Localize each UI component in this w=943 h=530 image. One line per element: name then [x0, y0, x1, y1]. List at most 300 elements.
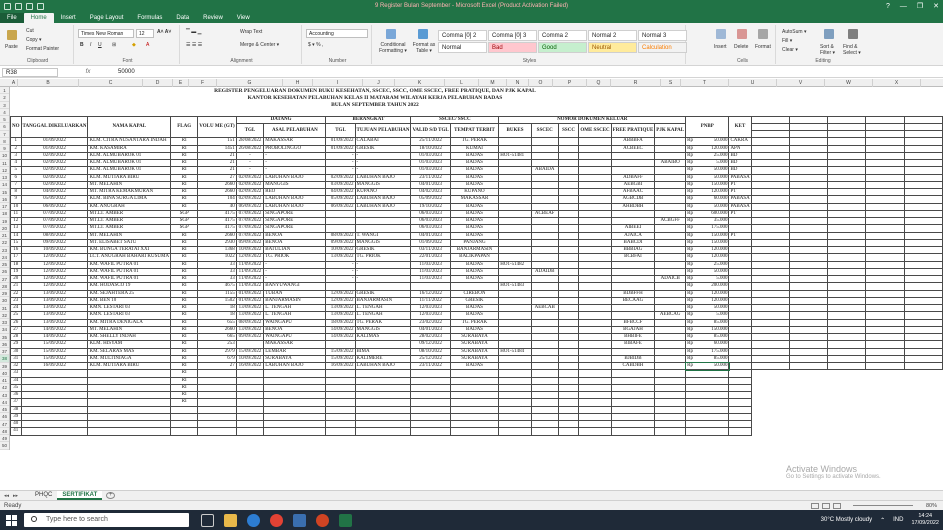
cell[interactable] [531, 377, 558, 384]
cell[interactable]: RI [171, 355, 198, 362]
cell[interactable] [686, 247, 729, 254]
cell[interactable]: WAINGAPU [264, 334, 326, 341]
sheet-title[interactable]: BULAN SEPTEMBER TAHUN 2022 [331, 102, 419, 109]
cell[interactable]: - [236, 160, 264, 167]
cell[interactable]: - [264, 268, 326, 275]
cell[interactable] [789, 254, 827, 261]
cell[interactable] [828, 210, 866, 217]
cell[interactable] [558, 232, 579, 239]
cell[interactable] [531, 399, 558, 406]
cell[interactable] [655, 355, 686, 362]
cell[interactable]: PT [729, 210, 751, 217]
cell[interactable] [866, 261, 904, 268]
cell[interactable]: 29 [11, 341, 22, 348]
cell[interactable]: 06/03/2023 [411, 225, 450, 232]
cell[interactable]: 16/09/2022 [326, 363, 355, 370]
cell[interactable] [904, 225, 942, 232]
cell[interactable] [531, 392, 558, 399]
cell[interactable] [21, 109, 88, 116]
cell[interactable] [655, 225, 686, 232]
cell[interactable] [326, 413, 355, 420]
cell[interactable] [686, 312, 729, 319]
cell[interactable] [866, 283, 904, 290]
cell[interactable]: RI [171, 370, 198, 377]
cell[interactable] [558, 247, 579, 254]
cell[interactable]: 665 [198, 334, 236, 341]
fx-icon[interactable]: fx [85, 69, 91, 75]
cell[interactable] [558, 210, 579, 217]
cell[interactable] [579, 268, 611, 275]
cell[interactable] [236, 421, 264, 428]
cell[interactable] [828, 413, 866, 420]
clock[interactable] [911, 513, 939, 527]
cell[interactable] [904, 319, 942, 326]
cell[interactable]: 10/09/2022 [236, 355, 264, 362]
cell[interactable]: 10 [11, 203, 22, 210]
cell[interactable]: PABASA [730, 203, 750, 209]
cell[interactable] [828, 341, 866, 348]
cell[interactable] [828, 305, 866, 312]
cell[interactable] [531, 254, 558, 261]
cell[interactable]: - [326, 261, 355, 268]
cell[interactable] [729, 326, 751, 333]
cell[interactable] [904, 421, 942, 428]
cell[interactable] [355, 341, 411, 348]
cell[interactable]: 15/09/2022 [236, 348, 264, 355]
cell[interactable]: MAKASSAR [450, 196, 499, 203]
cell[interactable]: RI [171, 334, 198, 341]
cell[interactable]: - [326, 276, 355, 283]
cell[interactable]: LABUHAN BAJO [264, 363, 326, 370]
cell[interactable] [751, 109, 789, 116]
cell[interactable]: 02/09/2022 [326, 174, 355, 181]
cell[interactable] [558, 203, 579, 210]
cell[interactable] [579, 341, 611, 348]
row-header[interactable]: 17 [1, 204, 7, 209]
cell[interactable] [686, 232, 729, 239]
cell[interactable]: 679 [198, 355, 236, 362]
cell[interactable] [729, 94, 751, 101]
cell[interactable] [11, 102, 22, 109]
cell[interactable] [789, 116, 827, 123]
cell[interactable] [326, 283, 355, 290]
cell[interactable]: 1 [11, 138, 22, 145]
cell[interactable] [828, 109, 866, 116]
font-name-select[interactable]: Times New Roman [78, 29, 134, 38]
cell[interactable]: 33 [198, 276, 236, 283]
cell[interactable] [789, 87, 827, 94]
style-calculation[interactable]: Calculation [638, 42, 687, 53]
zoom-slider[interactable] [853, 505, 913, 506]
cell[interactable]: - [264, 160, 326, 167]
cell[interactable]: TG. PERAK [450, 138, 499, 145]
cell[interactable] [828, 189, 866, 196]
cell[interactable] [499, 181, 531, 188]
cell[interactable]: 13/09/2022 [21, 312, 88, 319]
cell[interactable]: 24 [11, 305, 22, 312]
cell[interactable] [579, 377, 611, 384]
header-sscec-sscc[interactable]: SSCEC/ SSCC [411, 116, 499, 123]
cell[interactable] [355, 109, 411, 116]
cell[interactable] [828, 399, 866, 406]
cell[interactable] [904, 196, 942, 203]
cell[interactable] [355, 421, 411, 428]
cell[interactable] [828, 363, 866, 370]
cell[interactable] [866, 268, 904, 275]
cell[interactable] [789, 138, 827, 145]
cell[interactable] [531, 174, 558, 181]
cell[interactable]: 12/09/2022 [236, 254, 264, 261]
cell[interactable]: MAKASSAR [264, 341, 326, 348]
cell[interactable] [751, 413, 789, 420]
cell[interactable]: 01/09/2022 [411, 239, 450, 246]
row-header[interactable]: 37 [1, 349, 7, 354]
row-header[interactable]: 20 [1, 225, 7, 231]
cell[interactable] [904, 348, 942, 355]
cell[interactable] [789, 268, 827, 275]
cell[interactable] [558, 370, 579, 377]
tab-review[interactable]: Review [203, 15, 223, 21]
cell[interactable] [729, 239, 751, 246]
cell[interactable]: HO1-51484 [499, 348, 531, 355]
cell[interactable]: RI [171, 377, 198, 384]
align-left-icon[interactable]: ☰ ☰ ☰ [186, 42, 203, 48]
column-header[interactable]: J [363, 79, 395, 87]
cell[interactable]: RI [171, 160, 198, 167]
cell[interactable] [236, 406, 264, 413]
cell[interactable] [655, 406, 686, 413]
sheet-tab-phqc[interactable]: PHQC [35, 492, 53, 498]
cell[interactable] [866, 312, 904, 319]
cell[interactable] [531, 247, 558, 254]
cell[interactable] [655, 174, 686, 181]
cell[interactable] [866, 428, 904, 435]
cell[interactable] [751, 203, 789, 210]
cell[interactable] [729, 341, 751, 348]
cell[interactable] [686, 174, 729, 181]
cell[interactable]: GRESIK [450, 297, 499, 304]
cell[interactable] [828, 326, 866, 333]
cell[interactable] [904, 268, 942, 275]
cell[interactable] [789, 152, 827, 159]
cell[interactable] [904, 341, 942, 348]
cell[interactable]: AGBCDB [611, 196, 655, 203]
header-tempat[interactable]: TEMPAT TERBIT [450, 123, 499, 138]
cell[interactable] [866, 326, 904, 333]
cell[interactable] [828, 138, 866, 145]
cell[interactable] [198, 377, 236, 384]
edge-icon[interactable] [247, 514, 260, 527]
cell[interactable] [326, 399, 355, 406]
cell[interactable] [611, 399, 655, 406]
cell[interactable]: SGP [171, 210, 198, 217]
cell[interactable] [686, 290, 729, 297]
cell[interactable]: 13/09/2022 [236, 326, 264, 333]
cell[interactable] [198, 399, 236, 406]
cell[interactable]: 01/09/2022 [326, 145, 355, 152]
row-header[interactable]: 5 [0, 116, 9, 123]
cell[interactable] [579, 370, 611, 377]
cell[interactable] [558, 399, 579, 406]
cell[interactable]: 08/09/2022 [326, 232, 355, 239]
cell[interactable] [751, 428, 789, 435]
cell[interactable] [789, 232, 827, 239]
cell[interactable] [499, 305, 531, 312]
cell[interactable]: CIREBON [450, 290, 499, 297]
cell[interactable] [686, 399, 729, 406]
cell[interactable] [729, 413, 751, 420]
cell[interactable]: KUPANO [450, 189, 499, 196]
sort-filter-button[interactable]: Sort & Filter ▾ [820, 44, 836, 56]
cell[interactable]: 11/09/2022 [236, 283, 264, 290]
cell[interactable] [611, 160, 655, 167]
cell[interactable] [326, 341, 355, 348]
cell[interactable]: RI [171, 392, 198, 399]
cell[interactable]: 13/09/2022 [326, 312, 355, 319]
cell[interactable]: BADAS [450, 203, 499, 210]
cell[interactable]: - [355, 261, 411, 268]
cell[interactable] [904, 283, 942, 290]
cell[interactable] [236, 392, 264, 399]
grow-font-button[interactable]: A˄ A˅ [157, 29, 172, 35]
cell[interactable]: MT.LT. AMBER [88, 218, 171, 225]
cell[interactable] [729, 399, 751, 406]
cell[interactable]: BADAS [450, 232, 499, 239]
cell[interactable] [686, 254, 729, 261]
cell[interactable]: RI [171, 268, 198, 275]
cell[interactable] [411, 384, 450, 391]
cell[interactable] [655, 377, 686, 384]
cell[interactable]: KLM. ALMUBAROK 01 [88, 167, 171, 174]
cell[interactable]: ACBEAF [531, 210, 558, 217]
cell[interactable]: 104 [198, 196, 236, 203]
cell[interactable] [751, 232, 789, 239]
header-pnbp[interactable]: PNBP [686, 116, 729, 138]
cell[interactable]: RI [171, 261, 198, 268]
cell[interactable]: BENOA [264, 232, 326, 239]
cell[interactable] [355, 218, 411, 225]
cell[interactable]: 06/03/2023 [411, 218, 450, 225]
style-bad[interactable]: Bad [488, 42, 537, 53]
cell[interactable]: MT. MELAHIN [88, 326, 171, 333]
cell[interactable] [558, 334, 579, 341]
cell[interactable] [579, 312, 611, 319]
cell[interactable]: 01/03/2023 [411, 152, 450, 159]
row-header[interactable]: 19 [1, 218, 7, 224]
cell[interactable]: 04/01/2023 [411, 326, 450, 333]
cell[interactable] [828, 239, 866, 246]
cell[interactable]: - [326, 268, 355, 275]
row-header[interactable]: 9 [0, 145, 9, 152]
row-header[interactable]: 41 [1, 378, 7, 383]
cell[interactable]: KLM. MUTIARA BIRU [88, 174, 171, 181]
cell[interactable] [866, 341, 904, 348]
cell[interactable] [789, 261, 827, 268]
cell[interactable] [611, 406, 655, 413]
row-header[interactable]: 48 [1, 428, 7, 434]
cell[interactable] [655, 189, 686, 196]
cell[interactable] [655, 138, 686, 145]
cell[interactable] [655, 305, 686, 312]
header-flag[interactable]: FLAG [171, 116, 198, 138]
cell[interactable] [686, 377, 729, 384]
cell[interactable]: RI [171, 254, 198, 261]
cell[interactable] [558, 428, 579, 435]
cell[interactable]: 17 [11, 254, 22, 261]
cell[interactable] [828, 421, 866, 428]
cell[interactable]: 14/09/2022 [21, 334, 88, 341]
cell[interactable] [558, 196, 579, 203]
cell[interactable] [828, 297, 866, 304]
cell[interactable] [611, 370, 655, 377]
align-top-icon[interactable]: ▔ ▬ ▁ [186, 29, 202, 35]
cell[interactable]: LABUHAN BAJO [264, 196, 326, 203]
cell[interactable] [866, 167, 904, 174]
cell[interactable] [450, 428, 499, 435]
cell[interactable] [611, 152, 655, 159]
column-header[interactable]: W [825, 79, 873, 87]
column-header[interactable]: E [173, 79, 189, 87]
currency-icon[interactable]: $ ▾ % , [308, 42, 324, 48]
cell[interactable] [611, 210, 655, 217]
cell[interactable]: RI [171, 152, 198, 159]
insert-button[interactable]: Insert [714, 44, 727, 50]
cell[interactable]: 30 [11, 348, 22, 355]
cell[interactable] [655, 319, 686, 326]
first-sheet-icon[interactable]: ◂◂ [4, 492, 10, 499]
cell[interactable]: 4 [11, 160, 22, 167]
cell[interactable] [236, 384, 264, 391]
cell[interactable] [866, 218, 904, 225]
cell[interactable]: KALIMAS [355, 334, 411, 341]
cell[interactable] [904, 406, 942, 413]
cell[interactable]: BJBIDB [611, 355, 655, 362]
cell[interactable] [729, 312, 751, 319]
cell[interactable]: 6 [11, 174, 22, 181]
cell[interactable]: KM. SHELLY INDAH [88, 334, 171, 341]
cell[interactable] [686, 225, 729, 232]
cell[interactable] [499, 254, 531, 261]
cell[interactable]: - [326, 167, 355, 174]
cell[interactable]: 03/09/2022 [326, 181, 355, 188]
cell[interactable]: 18 [198, 305, 236, 312]
cell[interactable] [531, 196, 558, 203]
cell[interactable] [904, 152, 942, 159]
cell[interactable]: 2979 [198, 348, 236, 355]
cell[interactable] [751, 384, 789, 391]
cell[interactable] [828, 87, 866, 94]
cell[interactable] [88, 413, 171, 420]
next-sheet-icon[interactable]: ▸▸ [13, 492, 19, 499]
cell[interactable]: 02/09/2022 [21, 160, 88, 167]
cell[interactable] [450, 370, 499, 377]
style-comma-0-3[interactable]: Comma [0] 3 [488, 30, 537, 41]
cell[interactable] [904, 160, 942, 167]
cell[interactable]: 13/09/2022 [21, 319, 88, 326]
cell[interactable] [450, 384, 499, 391]
cell[interactable] [789, 167, 827, 174]
cell[interactable]: 04/02/2023 [411, 189, 450, 196]
cell[interactable]: 03/11/2023 [411, 247, 450, 254]
cell[interactable]: BDBFFH [611, 290, 655, 297]
cell[interactable] [499, 174, 531, 181]
cell[interactable] [866, 94, 904, 101]
cell[interactable] [579, 428, 611, 435]
cell[interactable] [904, 428, 942, 435]
cell[interactable]: MANGGIS [355, 326, 411, 333]
cell[interactable] [579, 174, 611, 181]
cell[interactable]: KM. ANUGRAH [88, 203, 171, 210]
underline-button[interactable]: U [98, 42, 102, 48]
cell[interactable] [531, 290, 558, 297]
cell[interactable]: 18 [11, 261, 22, 268]
row-header[interactable]: 45 [1, 407, 7, 412]
cell[interactable]: 2930 [198, 239, 236, 246]
cell[interactable]: 01/09/2022 [236, 297, 264, 304]
cell[interactable]: RI [171, 276, 198, 283]
cell[interactable]: SINGAPORE [264, 225, 326, 232]
row-header[interactable]: 31 [1, 305, 7, 311]
cell[interactable] [579, 399, 611, 406]
cell[interactable]: 13/09/2022 [236, 305, 264, 312]
cell[interactable] [828, 283, 866, 290]
cell[interactable] [655, 283, 686, 290]
cell[interactable] [499, 392, 531, 399]
row-header[interactable]: 13 [1, 175, 7, 180]
column-header[interactable]: C [79, 79, 143, 87]
cell[interactable]: 33 [198, 261, 236, 268]
bold-button[interactable]: B [80, 42, 84, 48]
cell[interactable] [729, 102, 751, 109]
cell[interactable] [264, 370, 326, 377]
cell[interactable]: 15/09/2022 [326, 348, 355, 355]
cell[interactable] [326, 428, 355, 435]
cell[interactable] [411, 370, 450, 377]
cell[interactable]: TG. PRIOK [264, 254, 326, 261]
style-comma-0-2[interactable]: Comma [0] 2 [438, 30, 487, 41]
cell[interactable]: BALIKPAPAN [450, 254, 499, 261]
cell[interactable] [499, 290, 531, 297]
cell[interactable] [558, 160, 579, 167]
header-nama-kapal[interactable]: NAMA KAPAL [88, 116, 171, 138]
cell[interactable] [326, 210, 355, 217]
cell[interactable] [264, 421, 326, 428]
cell[interactable] [558, 406, 579, 413]
cell[interactable] [751, 297, 789, 304]
cell[interactable] [866, 334, 904, 341]
cell[interactable] [326, 377, 355, 384]
cell[interactable] [729, 355, 751, 362]
cell[interactable]: 12/09/2022 [326, 297, 355, 304]
cell[interactable] [789, 312, 827, 319]
cell[interactable]: 11 [11, 210, 22, 217]
cell[interactable]: 27 [198, 174, 236, 181]
cell[interactable] [171, 428, 198, 435]
cell[interactable]: BATULIAN [264, 247, 326, 254]
cell[interactable] [828, 428, 866, 435]
cell[interactable] [866, 109, 904, 116]
cell[interactable] [789, 102, 827, 109]
cell[interactable] [88, 109, 171, 116]
cell[interactable] [655, 254, 686, 261]
cell[interactable] [264, 384, 326, 391]
cell[interactable]: PT [729, 189, 751, 196]
cell[interactable] [904, 312, 942, 319]
cell[interactable]: 5 [11, 167, 22, 174]
cell[interactable] [355, 399, 411, 406]
cell[interactable] [531, 152, 558, 159]
cell[interactable] [866, 174, 904, 181]
